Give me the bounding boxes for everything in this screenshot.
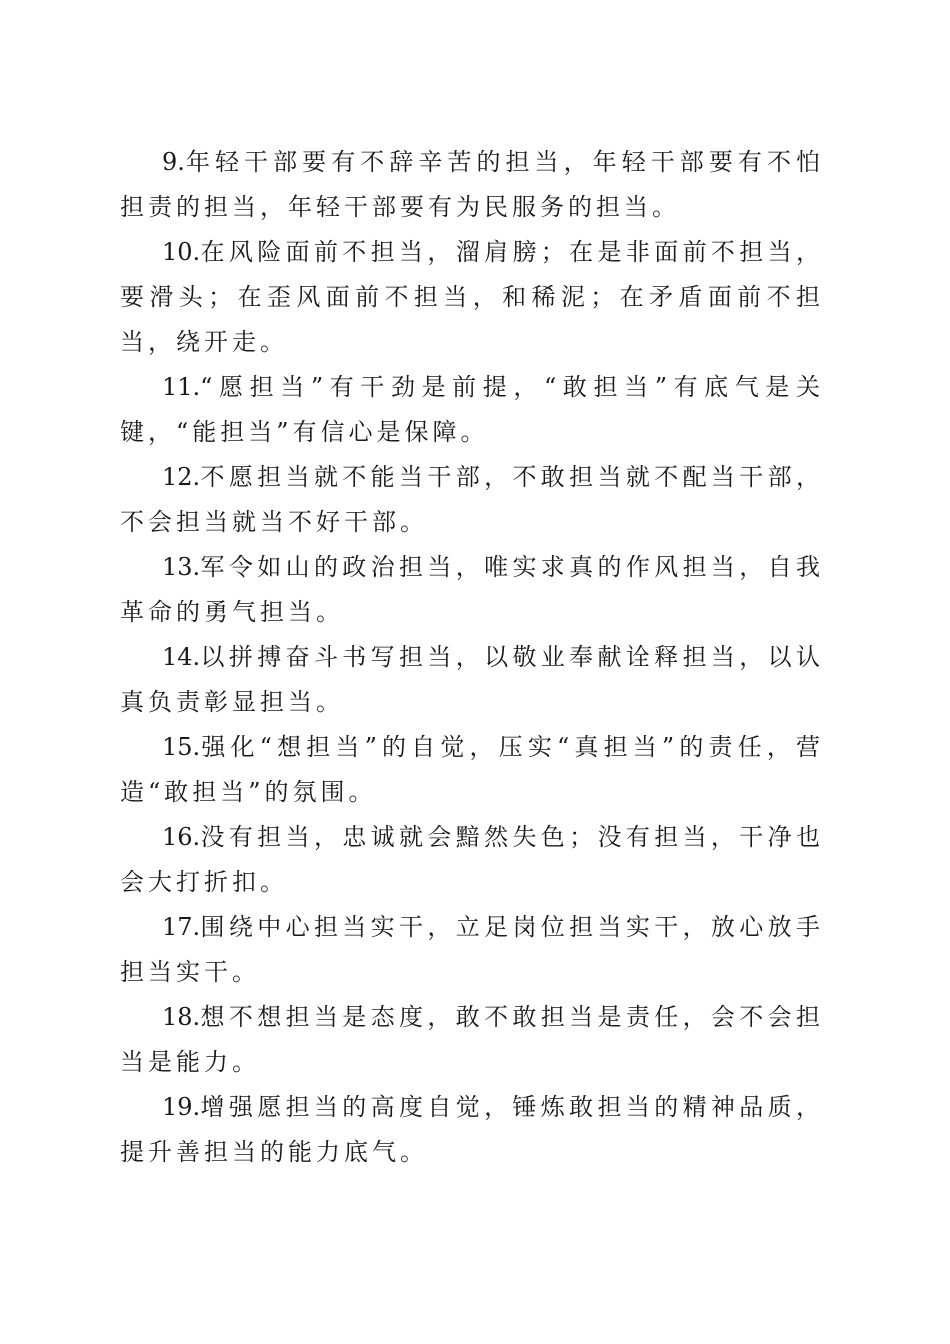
item-text: 军令如山的政治担当，唯实求真的作风担当，自我革命的勇气担当。 [120,553,824,626]
list-item [120,815,824,905]
document-body [120,140,824,1175]
item-number: 13. [162,553,201,581]
list-item [120,545,824,635]
item-number: 14. [162,643,201,671]
list-item [120,725,824,815]
item-number: 9. [162,148,185,176]
item-number: 16. [162,823,201,851]
item-text: 在风险面前不担当，溜肩膀；在是非面前不担当，要滑头；在歪风面前不担当，和稀泥；在矛盾面前不担当，绕开走。 [120,238,824,356]
list-item [120,365,824,455]
item-number: 17. [162,913,201,941]
list-item [120,1085,824,1175]
list-item [120,635,824,725]
item-number: 18. [162,1003,201,1031]
list-item [120,140,824,230]
item-number: 15. [162,733,201,761]
list-item [120,905,824,995]
list-item [120,995,824,1085]
item-text: 围绕中心担当实干，立足岗位担当实干，放心放手担当实干。 [120,913,824,986]
item-text: 年轻干部要有不辞辛苦的担当，年轻干部要有不怕担责的担当，年轻干部要有为民服务的担当。 [120,148,824,221]
item-text: 想不想担当是态度，敢不敢担当是责任，会不会担当是能力。 [120,1003,824,1076]
item-number: 12. [162,463,201,491]
item-text: 没有担当，忠诚就会黯然失色；没有担当，干净也会大打折扣。 [120,823,824,896]
list-item [120,455,824,545]
item-text: 以拼搏奋斗书写担当，以敬业奉献诠释担当，以认真负责彰显担当。 [120,643,824,716]
item-text: “愿担当”有干劲是前提，“敢担当”有底气是关键，“能担当”有信心是保障。 [120,373,824,446]
item-text: 不愿担当就不能当干部，不敢担当就不配当干部，不会担当就当不好干部。 [120,463,824,536]
item-number: 19. [162,1093,201,1121]
item-number: 11. [162,373,201,401]
list-item [120,230,824,365]
item-number: 10. [162,238,201,266]
item-text: 强化“想担当”的自觉，压实“真担当”的责任，营造“敢担当”的氛围。 [120,733,824,806]
item-text: 增强愿担当的高度自觉，锤炼敢担当的精神品质，提升善担当的能力底气。 [120,1093,824,1166]
